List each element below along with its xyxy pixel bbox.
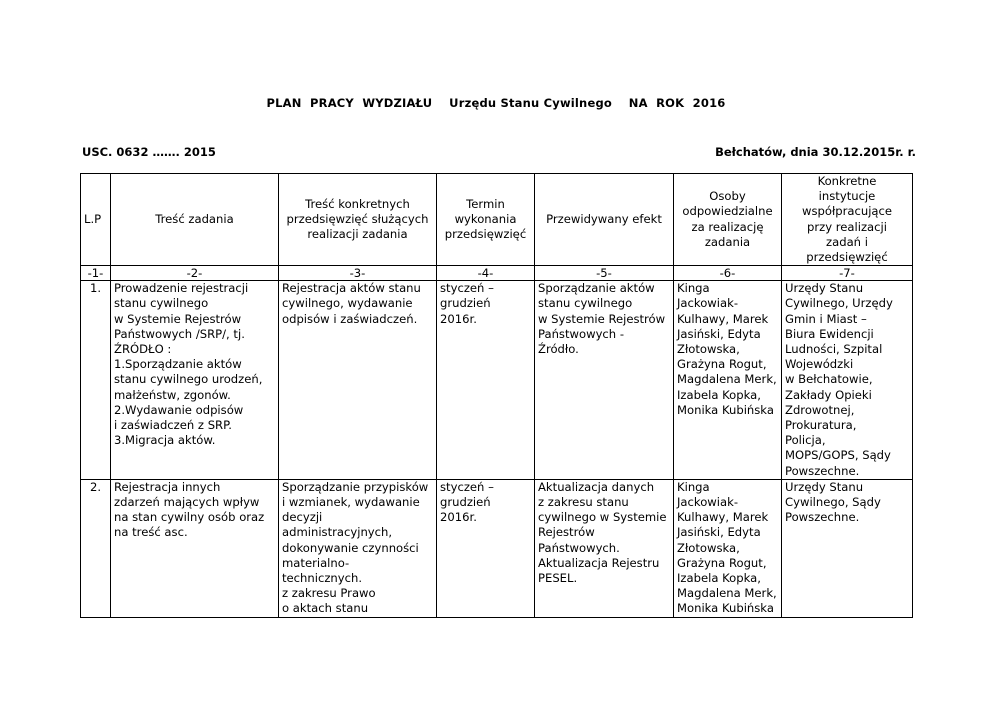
task-cell: Rejestracja innych zdarzeń mających wpływ na stan cywilny osób oraz na treść asc. (111, 479, 279, 617)
column-number: -5- (535, 266, 674, 281)
page-title: PLAN PRACY WYDZIAŁU Urzędu Stanu Cywilnego NA ROK 2016 (266, 96, 726, 110)
column-number: -4- (437, 266, 535, 281)
column-header-deadline: Termin wykonania przedsięwzięć (437, 174, 535, 266)
deadline-cell: styczeń – grudzień 2016r. (437, 281, 535, 480)
column-number: -2- (111, 266, 279, 281)
effect-cell: Aktualizacja danych z zakresu stanu cywilnego w Systemie Rejestrów Państwowych. Aktualizacja Rejestru PESEL. (535, 479, 674, 617)
deadline-cell: styczeń – grudzień 2016r. (437, 479, 535, 617)
effect-cell: Sporządzanie aktów stanu cywilnego w Systemie Rejestrów Państwowych - Źródło. (535, 281, 674, 480)
table-row (81, 281, 913, 480)
column-number: -3- (279, 266, 437, 281)
column-header-task: Treść zadania (111, 174, 279, 266)
institutions-cell: Urzędy Stanu Cywilnego, Urzędy Gmin i Miast – Biura Ewidencji Ludności, Szpital Wojewódzki w Bełchatowie, Zakłady Opieki Zdrowotnej, Prokuratura, Policja, MOPS/GOPS, Sądy Powszechne. (782, 281, 913, 480)
institutions-cell: Urzędy Stanu Cywilnego, Sądy Powszechne. (782, 479, 913, 617)
column-number: -6- (674, 266, 782, 281)
column-header-lp: L.P (81, 174, 111, 266)
task-cell: Prowadzenie rejestracji stanu cywilnego w Systemie Rejestrów Państwowych /SRP/, tj. ŹRÓDŁO : 1.Sporządzanie aktów stanu cywilnego urodzeń, małżeństw, zgonów. 2.Wydawanie odpisów i zaświadczeń z SRP. 3.Migracja aktów. (111, 281, 279, 480)
persons-cell: Kinga Jackowiak- Kulhawy, Marek Jasiński, Edyta Złotowska, Grażyna Rogut, Izabela Kopka, Magdalena Merk, Monika Kubińska (674, 479, 782, 617)
row-number-cell: 1. (81, 281, 111, 480)
work-plan-table (80, 173, 913, 618)
actions-cell: Rejestracja aktów stanu cywilnego, wydawanie odpisów i zaświadczeń. (279, 281, 437, 480)
row-number-cell: 2. (81, 479, 111, 617)
column-header-effect: Przewidywany efekt (535, 174, 674, 266)
reference-number: USC. 0632 ……. 2015 (82, 145, 216, 159)
actions-cell: Sporządzanie przypisków i wzmianek, wydawanie decyzji administracyjnych, dokonywanie czynności materialno- technicznych. z zakresu Prawo o aktach stanu (279, 479, 437, 617)
place-and-date: Bełchatów, dnia 30.12.2015r. r. (715, 145, 916, 159)
header-row (81, 174, 913, 266)
table-row (81, 479, 913, 617)
column-number-row (81, 266, 913, 281)
column-header-actions: Treść konkretnych przedsięwzięć służących realizacji zadania (279, 174, 437, 266)
column-header-institutions: Konkretne instytucje współpracujące przy realizacji zadań i przedsięwzięć (782, 174, 913, 266)
column-header-persons: Osoby odpowiedzialne za realizację zadania (674, 174, 782, 266)
persons-cell: Kinga Jackowiak- Kulhawy, Marek Jasiński, Edyta Złotowska, Grażyna Rogut, Magdalena Merk, Izabela Kopka, Monika Kubińska (674, 281, 782, 480)
column-number: -7- (782, 266, 913, 281)
column-number: -1- (81, 266, 111, 281)
